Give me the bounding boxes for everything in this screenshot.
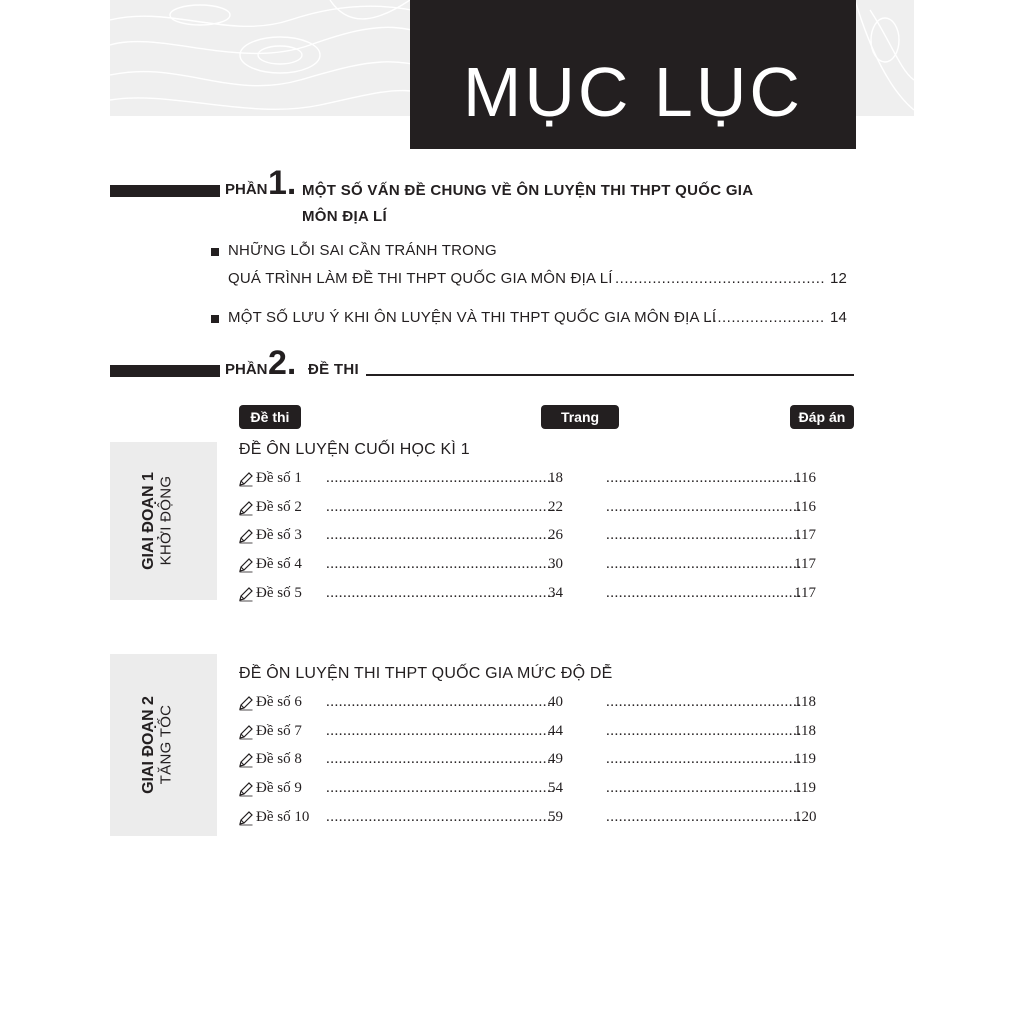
dot-leader: [326, 470, 556, 487]
pencil-icon: [238, 695, 254, 711]
dot-leader: [606, 809, 802, 826]
square-bullet-icon: [211, 248, 219, 256]
part2-title: ĐỀ THI: [308, 361, 359, 378]
exam-page: 49: [548, 751, 563, 768]
pencil-icon: [238, 528, 254, 544]
square-bullet-icon: [211, 315, 219, 323]
dot-leader: [326, 585, 556, 602]
exam-page: 34: [548, 584, 563, 601]
stage1-group-title: ĐỀ ÔN LUYỆN CUỐI HỌC KÌ 1: [239, 441, 470, 458]
exam-page: 26: [548, 527, 563, 544]
exam-answer-page: 117: [794, 527, 816, 544]
exam-label: Đề số 7: [256, 722, 302, 739]
exam-answer-page: 119: [794, 780, 816, 797]
exam-answer-page: 118: [794, 694, 816, 710]
part1-heading-bar: [110, 185, 220, 197]
dot-leader: [615, 270, 825, 287]
part1-item1-line2: QUÁ TRÌNH LÀM ĐỀ THI THPT QUỐC GIA MÔN ĐỊA LÍ: [228, 270, 613, 287]
dot-leader: [326, 694, 556, 711]
dot-leader: [326, 723, 556, 740]
stage1-name: GIAI ĐOẠN 1: [140, 472, 157, 570]
dot-leader: [606, 470, 802, 487]
exam-page: 40: [548, 694, 563, 710]
stage2-name: GIAI ĐOẠN 2: [140, 696, 157, 794]
exam-page: 18: [548, 470, 563, 486]
exam-answer-page: 116: [794, 470, 816, 486]
stage1-panel: [110, 442, 217, 600]
stage2-group-title: ĐỀ ÔN LUYỆN THI THPT QUỐC GIA MỨC ĐỘ DỄ: [239, 665, 613, 682]
exam-page: 44: [548, 722, 563, 739]
exam-page: 22: [548, 498, 563, 515]
exam-page: 54: [548, 780, 563, 797]
part1-number: 1.: [268, 164, 297, 202]
dot-leader: [606, 751, 802, 768]
pencil-icon: [238, 781, 254, 797]
exam-label: Đề số 2: [256, 498, 302, 515]
stage1-sub: KHỞI ĐỘNG: [157, 475, 175, 566]
pencil-icon: [238, 586, 254, 602]
pencil-icon: [238, 471, 254, 487]
exam-label: Đề số 1: [256, 470, 302, 486]
dot-leader: [326, 527, 556, 544]
dot-leader: [326, 780, 556, 797]
dot-leader: [326, 556, 556, 573]
pencil-icon: [238, 752, 254, 768]
dot-leader: [606, 723, 802, 740]
dot-leader: [326, 499, 556, 516]
column-header-de-thi: Đề thi: [239, 405, 301, 429]
part2-heading-bar: [110, 365, 220, 377]
stage2-sub: TĂNG TỐC: [157, 704, 175, 785]
part1-item2-text: MỘT SỐ LƯU Ý KHI ÔN LUYỆN VÀ THI THPT QUỐC GIA MÔN ĐỊA LÍ: [228, 309, 717, 326]
exam-label: Đề số 6: [256, 694, 302, 710]
dot-leader: [326, 751, 556, 768]
column-header-trang: Trang: [541, 405, 619, 429]
part1-item2-page: 14: [830, 309, 848, 326]
part1-title-line1: MỘT SỐ VẤN ĐỀ CHUNG VỀ ÔN LUYỆN THI THPT QUỐC GIA: [302, 182, 754, 199]
part2-rule: [366, 374, 854, 376]
part1-title-line2: MÔN ĐỊA LÍ: [302, 208, 387, 225]
dot-leader: [708, 309, 825, 326]
exam-answer-page: 116: [794, 498, 816, 515]
exam-page: 59: [548, 808, 563, 825]
dot-leader: [606, 556, 802, 573]
exam-label: Đề số 10: [256, 808, 310, 825]
part2-word: PHẦN: [225, 361, 268, 378]
part1-word: PHẦN: [225, 181, 268, 198]
pencil-icon: [238, 724, 254, 740]
dot-leader: [606, 585, 802, 602]
exam-answer-page: 117: [794, 556, 816, 573]
column-header-dap-an: Đáp án: [790, 405, 854, 429]
exam-answer-page: 120: [794, 808, 817, 825]
exam-label: Đề số 8: [256, 751, 302, 768]
exam-answer-page: 117: [794, 584, 816, 601]
dot-leader: [606, 499, 802, 516]
exam-label: Đề số 4: [256, 556, 302, 573]
part1-item1-line1: NHỮNG LỖI SAI CẦN TRÁNH TRONG: [228, 242, 497, 259]
part2-number: 2.: [268, 344, 297, 382]
dot-leader: [606, 694, 802, 711]
dot-leader: [606, 527, 802, 544]
pencil-icon: [238, 810, 254, 826]
pencil-icon: [238, 500, 254, 516]
pencil-icon: [238, 557, 254, 573]
stage2-panel: [110, 654, 217, 836]
page-title: MỤC LỤC: [463, 53, 803, 131]
exam-label: Đề số 3: [256, 527, 302, 544]
exam-page: 30: [548, 556, 563, 573]
exam-label: Đề số 5: [256, 584, 302, 601]
dot-leader: [326, 809, 556, 826]
exam-answer-page: 119: [794, 751, 816, 768]
part1-item1-page: 12: [830, 270, 848, 287]
dot-leader: [606, 780, 802, 797]
exam-label: Đề số 9: [256, 780, 302, 797]
exam-answer-page: 118: [794, 722, 816, 739]
